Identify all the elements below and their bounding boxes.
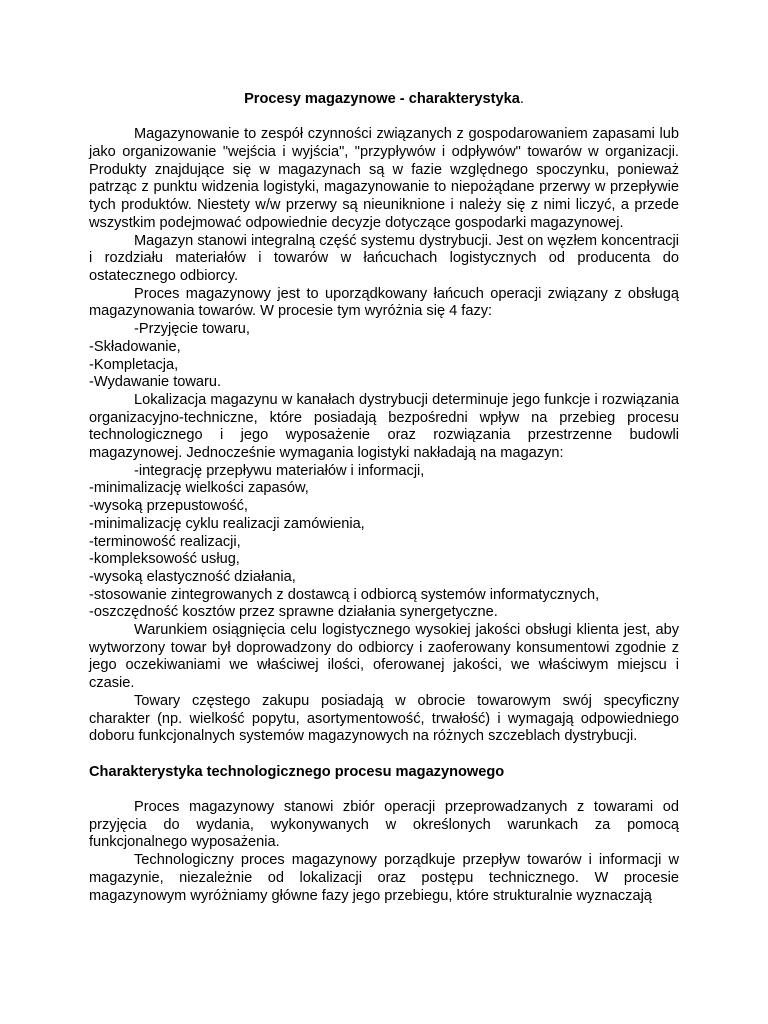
- spacer: [89, 781, 679, 799]
- phase-item: -Wydawanie towaru.: [89, 374, 222, 391]
- paragraph-proces-zbior: Proces magazynowy stanowi zbiór operacji przeprowadzanych z towarami od przyjęcia do wydania, wykonywanych w określonych warunkach za pomocą funkcjonalnego wyposażenia.: [89, 799, 679, 851]
- phase-item: -Kompletacja,: [89, 356, 179, 373]
- requirement-item: -wysoką przepustowość,: [89, 498, 248, 515]
- paragraph-magazynowanie: Magazynowanie to zespół czynności związanych z gospodarowaniem zapasami lub jako organizowanie "wejścia i wyjścia", "przypływów i odpływów" towarów w organizacji. Produkty znajdujące się w magazynach są w fazie względnego spoczynku, ponieważ patrząc z punktu widzenia logistyki, magazynowanie to niepożądane przerwy w przepływie tych produktów. Niestety w/w przerwy są nieuniknione i należy się z nimi liczyć, a przede wszystkim podejmować odpowiednie decyzje dotyczące gospodarki magazynowej.: [89, 126, 679, 231]
- requirement-item: -stosowanie zintegrowanych z dostawcą i odbiorcą systemów informatycznych,: [89, 586, 600, 603]
- section-heading: Charakterystyka technologicznego procesu magazynowego: [89, 763, 505, 780]
- spacer: [89, 746, 679, 764]
- phase-item: -Składowanie,: [89, 338, 181, 355]
- requirement-item: -wysoką elastyczność działania,: [89, 568, 296, 585]
- spacer: [89, 109, 679, 127]
- paragraph-towary: Towary częstego zakupu posiadają w obrocie towarowym swój specyficzny charakter (np. wielkość popytu, asortymentowość, trwałość) i wymagają odpowiedniego doboru funkcjonalnych systemów magazynowych na różnych szczeblach dystrybucji.: [89, 692, 679, 745]
- paragraph-lokalizacja: Lokalizacja magazynu w kanałach dystrybucji determinuje jego funkcje i rozwiązania organizacyjno-techniczne, które posiadają bezpośredni wpływ na przebieg procesu technologicznego i jego wyposażenie oraz rozwiązania przestrzenne budowli magazynowej. Jednocześnie wymagania logistyki nakładają na magazyn:: [89, 391, 679, 462]
- paragraph-proces-magazynowy: Proces magazynowy jest to uporządkowany łańcuch operacji związany z obsługą magazynowania towarów. W procesie tym wyróżnia się 4 fazy:: [89, 285, 679, 320]
- document-page: [89, 91, 679, 905]
- paragraph-magazyn: Magazyn stanowi integralną część systemu dystrybucji. Jest on węzłem koncentracji i rozdziału materiałów i towarów w łańcuchach logistycznych od producenta do ostatecznego odbiorcy.: [89, 232, 679, 284]
- phase-item: -Przyjęcie towaru,: [134, 321, 250, 338]
- requirement-item: -minimalizację cyklu realizacji zamówienia,: [89, 515, 365, 532]
- requirement-item: -minimalizację wielkości zapasów,: [89, 480, 309, 497]
- paragraph-technologiczny: Technologiczny proces magazynowy porządkuje przepływ towarów i informacji w magazynie, niezależnie od lokalizacji oraz postępu technicznego. W procesie magazynowym wyróżniamy główne fazy jego przebiegu, które strukturalnie wyznaczają: [89, 852, 679, 904]
- paragraph-warunkiem: Warunkiem osiągnięcia celu logistycznego wysokiej jakości obsługi klienta jest, aby wytworzony towar był doprowadzony do odbiorcy i zaoferowany konsumentowi zgodnie z jego oczekiwaniami we właściwej ilości, oferowanej jakości, we właściwym miejscu i czasie.: [89, 622, 679, 692]
- document-title: [89, 91, 679, 109]
- title-period: .: [519, 91, 524, 107]
- requirement-item: -oszczędność kosztów przez sprawne działania synergetyczne.: [89, 604, 498, 621]
- requirement-item: -terminowość realizacji,: [89, 533, 241, 550]
- requirement-item: -kompleksowość usług,: [89, 551, 240, 568]
- requirement-item: -integrację przepływu materiałów i informacji,: [134, 462, 425, 479]
- title-text: Procesy magazynowe - charakterystyka: [244, 91, 520, 107]
